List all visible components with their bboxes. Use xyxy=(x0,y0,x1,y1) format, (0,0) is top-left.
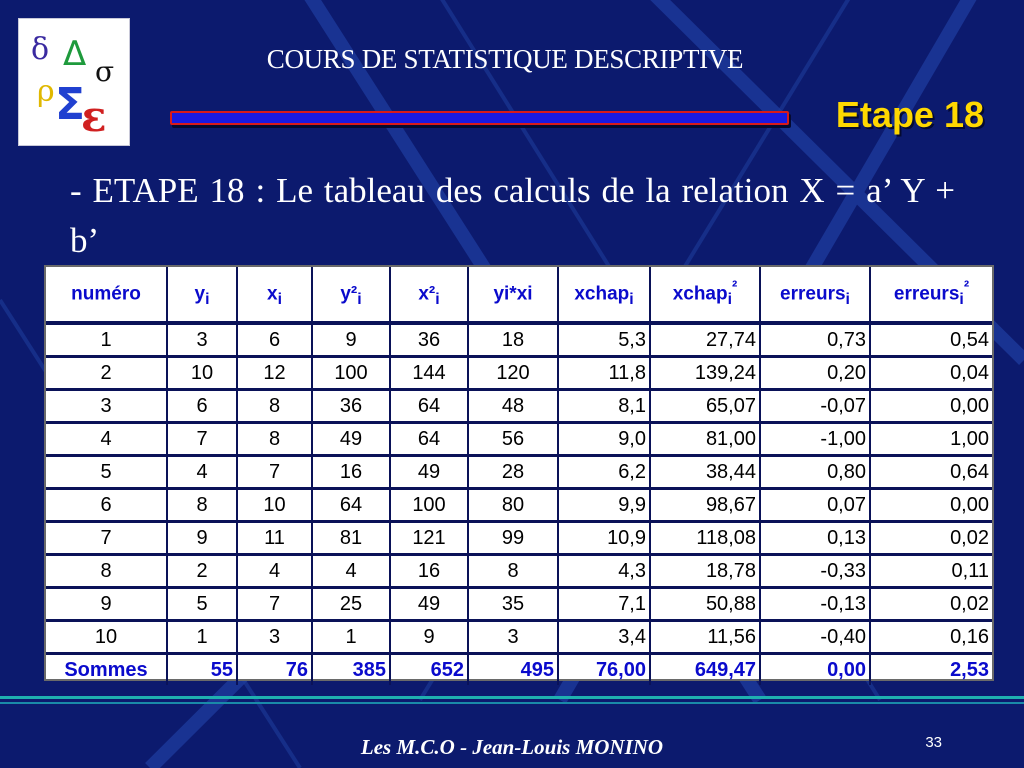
table-cell: 3 xyxy=(469,622,559,655)
table-cell: 10 xyxy=(238,490,313,523)
table-cell: 3,4 xyxy=(559,622,651,655)
table-cell: 4 xyxy=(168,457,238,490)
table-row xyxy=(46,325,992,358)
table-cell: 0,54 xyxy=(871,325,992,358)
table-cell: 3 xyxy=(238,622,313,655)
table-cell: 1 xyxy=(313,622,391,655)
sum-cell: 2,53 xyxy=(950,659,989,682)
header-numero: numéro xyxy=(46,267,168,325)
table-cell: 1,00 xyxy=(871,424,992,457)
table-cell: -0,13 xyxy=(761,589,871,622)
logo-letter-rho: ρ xyxy=(37,74,55,109)
table-cell: 6 xyxy=(46,490,168,523)
table-cell: 50,88 xyxy=(651,589,761,622)
table-cell: 0,73 xyxy=(761,325,871,358)
logo-letter-epsilon: ε xyxy=(81,92,107,141)
table-cell: 0,13 xyxy=(761,523,871,556)
table-cell: 8 xyxy=(469,556,559,589)
page-number: 33 xyxy=(925,734,942,751)
sum-cell: 76,00 xyxy=(559,655,651,685)
table-cell: 7 xyxy=(168,424,238,457)
table-cell: 100 xyxy=(391,490,469,523)
table-cell: 64 xyxy=(391,391,469,424)
table-cell: 16 xyxy=(391,556,469,589)
table-cell: 0,07 xyxy=(761,490,871,523)
slide-body-text: - ETAPE 18 : Le tableau des calculs de la relation X = a’ Y + b’ xyxy=(70,171,955,260)
table-row xyxy=(46,391,992,424)
table-cell: 2 xyxy=(168,556,238,589)
header-erreurs: erreurs$_i$ xyxy=(761,267,871,325)
table-row xyxy=(46,622,992,655)
table-row xyxy=(46,589,992,622)
table-cell: 3 xyxy=(168,325,238,358)
table-cell: 8,1 xyxy=(559,391,651,424)
table-cell: 81 xyxy=(313,523,391,556)
footer-divider-secondary xyxy=(0,702,1024,704)
header-xchap: xchap$_i$ xyxy=(559,267,651,325)
sum-cell: 385 xyxy=(313,655,391,685)
table-sum-row xyxy=(46,655,992,685)
table-cell: 10 xyxy=(46,622,168,655)
table-cell: 5,3 xyxy=(559,325,651,358)
table-row xyxy=(46,490,992,523)
table-cell: 2 xyxy=(46,358,168,391)
table-cell: 56 xyxy=(469,424,559,457)
table-cell: 5 xyxy=(168,589,238,622)
table-cell: 7 xyxy=(238,589,313,622)
header-xi-squared: $x^2_i$ xyxy=(391,267,469,325)
table-cell: 5 xyxy=(46,457,168,490)
logo-letter-capital-delta: Δ xyxy=(63,34,87,74)
table-cell: 100 xyxy=(313,358,391,391)
table-cell: 3 xyxy=(46,391,168,424)
table-header-row xyxy=(46,267,992,325)
table-cell: 7 xyxy=(46,523,168,556)
table-cell: 65,07 xyxy=(651,391,761,424)
table-cell: 6,2 xyxy=(559,457,651,490)
header-erreurs-squared: erreurs$_i^{^2}$ xyxy=(871,267,992,325)
table-cell: 36 xyxy=(391,325,469,358)
sum-label: Sommes xyxy=(46,655,168,685)
table-row xyxy=(46,424,992,457)
table-row xyxy=(46,523,992,556)
table-cell: 80 xyxy=(469,490,559,523)
table-cell: 10 xyxy=(168,358,238,391)
logo-letter-delta: δ xyxy=(31,32,50,67)
logo-letter-sigma: σ xyxy=(95,55,115,88)
course-title: COURS DE STATISTIQUE DESCRIPTIVE xyxy=(266,44,744,74)
table-cell: 81,00 xyxy=(651,424,761,457)
table-cell: 11 xyxy=(238,523,313,556)
table-cell: 4 xyxy=(313,556,391,589)
table-cell: 0,04 xyxy=(871,358,992,391)
title-underline-bar xyxy=(170,111,789,125)
table-cell: -0,07 xyxy=(761,391,871,424)
table-cell: 28 xyxy=(469,457,559,490)
table-cell: 0,16 xyxy=(871,622,992,655)
sum-cell: 55 xyxy=(168,655,238,685)
table-cell: 4,3 xyxy=(559,556,651,589)
table-row xyxy=(46,556,992,589)
sum-cell: 652 xyxy=(391,655,469,685)
table-cell: 121 xyxy=(391,523,469,556)
table-cell: 36 xyxy=(313,391,391,424)
course-logo xyxy=(18,18,130,146)
table-cell: 11,56 xyxy=(651,622,761,655)
table-row xyxy=(46,457,992,490)
sum-cell: 649,47 xyxy=(651,655,761,685)
table-cell: 98,67 xyxy=(651,490,761,523)
table-cell: 0,02 xyxy=(871,523,992,556)
table-cell: 7 xyxy=(238,457,313,490)
table-cell: 35 xyxy=(469,589,559,622)
table-cell: -0,33 xyxy=(761,556,871,589)
calculation-table xyxy=(46,267,992,685)
table-cell: 64 xyxy=(391,424,469,457)
footer-divider xyxy=(0,696,1024,699)
table-cell: 0,00 xyxy=(871,490,992,523)
footer-author: Les M.C.O - Jean-Louis MONINO xyxy=(360,735,664,759)
header-yi: $y_i$ xyxy=(168,267,238,325)
table-cell: 7,1 xyxy=(559,589,651,622)
header-yi-squared: $y^2_i$ xyxy=(313,267,391,325)
table-cell: 99 xyxy=(469,523,559,556)
table-cell: 1 xyxy=(46,325,168,358)
table-cell: 48 xyxy=(469,391,559,424)
table-cell: 120 xyxy=(469,358,559,391)
table-cell: 6 xyxy=(168,391,238,424)
table-cell: 118,08 xyxy=(651,523,761,556)
table-cell: 38,44 xyxy=(651,457,761,490)
sum-cell: 495 xyxy=(469,655,559,685)
table-cell: 25 xyxy=(313,589,391,622)
table-cell: -0,40 xyxy=(761,622,871,655)
table-cell: 9 xyxy=(313,325,391,358)
header-xi: $x_i$ xyxy=(238,267,313,325)
table-cell: 0,64 xyxy=(871,457,992,490)
header-yi-xi: yi*xi xyxy=(469,267,559,325)
table-cell: 49 xyxy=(391,457,469,490)
table-cell: 139,24 xyxy=(651,358,761,391)
step-title: Etape 18 xyxy=(835,94,984,135)
table-cell: 9,9 xyxy=(559,490,651,523)
table-cell: 49 xyxy=(391,589,469,622)
table-cell: 9 xyxy=(46,589,168,622)
logo-letter-sigma-capital: Σ xyxy=(55,79,86,130)
calculation-table-container xyxy=(44,265,994,681)
table-cell: 49 xyxy=(313,424,391,457)
table-cell: 0,80 xyxy=(761,457,871,490)
table-cell: 8 xyxy=(238,424,313,457)
table-cell: 64 xyxy=(313,490,391,523)
table-cell: 18,78 xyxy=(651,556,761,589)
table-row xyxy=(46,358,992,391)
table-cell: 12 xyxy=(238,358,313,391)
table-cell: 11,8 xyxy=(559,358,651,391)
table-cell: 10,9 xyxy=(559,523,651,556)
sum-cell: 0,00 xyxy=(761,655,871,685)
table-cell: 9,0 xyxy=(559,424,651,457)
table-cell: 8 xyxy=(238,391,313,424)
table-cell: 16 xyxy=(313,457,391,490)
table-cell: 0,20 xyxy=(761,358,871,391)
table-cell: 6 xyxy=(238,325,313,358)
table-cell: 0,02 xyxy=(871,589,992,622)
table-cell: 4 xyxy=(46,424,168,457)
table-cell: 0,11 xyxy=(871,556,992,589)
table-cell: 4 xyxy=(238,556,313,589)
table-cell: 144 xyxy=(391,358,469,391)
table-cell: 9 xyxy=(391,622,469,655)
sum-cell: 76 xyxy=(238,655,313,685)
table-cell: 9 xyxy=(168,523,238,556)
table-cell: 8 xyxy=(168,490,238,523)
table-cell: 8 xyxy=(46,556,168,589)
table-cell: 0,00 xyxy=(871,391,992,424)
header-xchap-squared: xchap$_i^{^2}$ xyxy=(651,267,761,325)
table-cell: 1 xyxy=(168,622,238,655)
table-cell: 27,74 xyxy=(651,325,761,358)
table-cell: -1,00 xyxy=(761,424,871,457)
table-cell: 18 xyxy=(469,325,559,358)
